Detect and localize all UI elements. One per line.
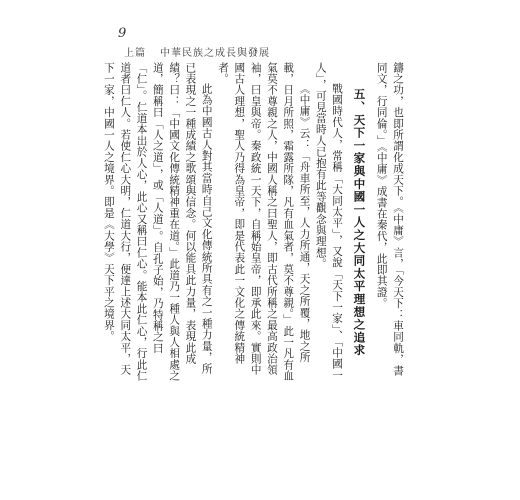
- book-title: 中華民族之成長與發展: [160, 48, 270, 59]
- paragraph-1: 鑄之功，也即所謂化成天下。《中庸》言，「今天下：車同軌，書同文，行同倫。」《中庸》成書在秦代，此即其證。: [375, 62, 404, 377]
- section-title: 五、天下一家與中國一人之大同太平理想之追求: [352, 88, 367, 357]
- part-label: 上篇: [124, 48, 146, 59]
- running-head: [124, 44, 284, 59]
- paragraph-2: 戰國時代人，常稱「大同太平」，又說「天下一家」、「中國一人」，可見當時人已抱有此等觀念與理想。: [314, 62, 344, 381]
- vertical-text-body: [102, 62, 406, 382]
- paragraph-4: 此為中國古人對其當時自己文化傳統所具有之一種力量，所已表現之一種成績之歌頌與信念。何以能具此力量，表現此成績？曰：「中國文化傳統精神重在道。」此道乃一種人與人相處之道，簡稱曰「人之道」，或「人道」。自孔子始，乃特稱之曰「仁」。仁道本出於人心，此心又稱曰仁心。能本此仁心，行此仁道者曰仁人。若使仁心大明，仁道大行，便達上述大同太平，天下一家，中國一人之境界。即是《大學》天下平之境界。: [102, 62, 213, 382]
- paragraph-3: 《中庸》云：「舟車所至，人力所通，天之所覆，地之所載，日月所照，霜露所隊，凡有血氣者，莫不尊親。」此一凡有血氣莫不尊親之人，中國人稱之曰聖人，即古代所稱之最高政治領袖，曰皇與帝。秦政統一天下，自稱始皇帝，即承此來。實則中國古人理想，聖人乃得為皇帝，即是代表此一文化之傳統精神者。: [217, 62, 311, 382]
- page-number: 9: [118, 26, 127, 41]
